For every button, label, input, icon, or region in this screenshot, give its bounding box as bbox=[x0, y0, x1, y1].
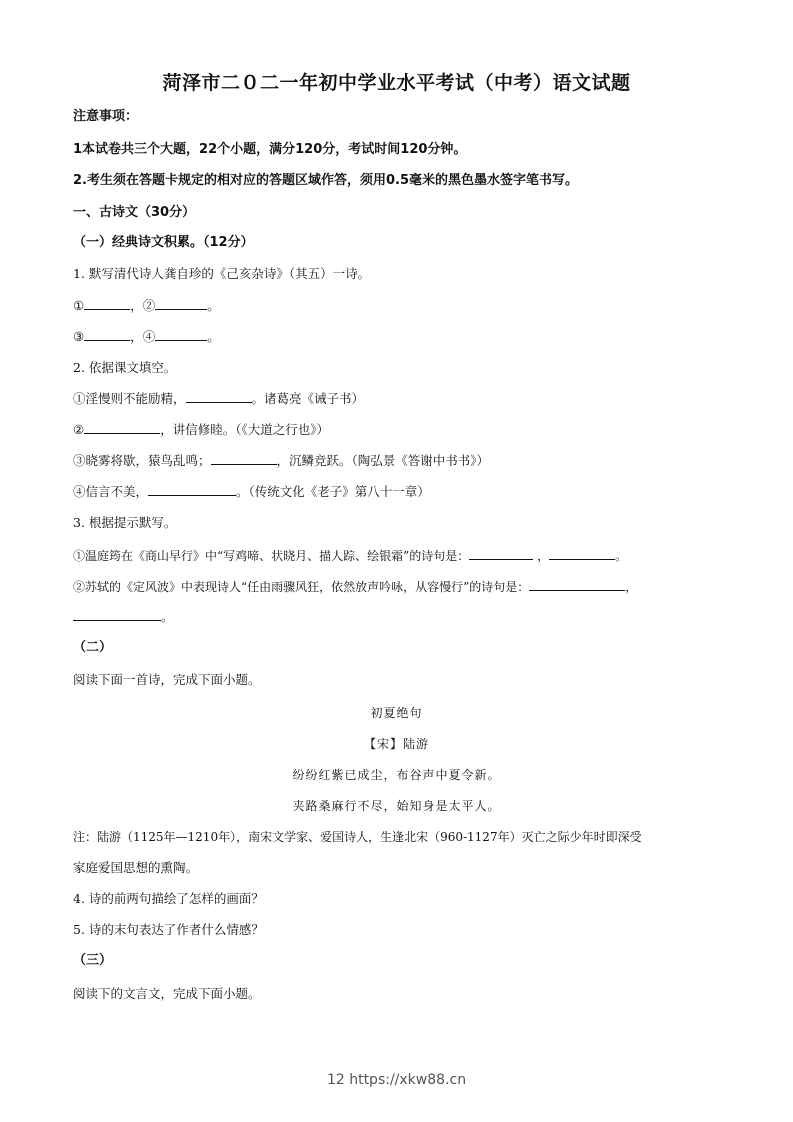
part1-heading: （一）经典诗文积累。（12分） bbox=[73, 235, 254, 250]
blank-label: ① bbox=[73, 298, 85, 313]
question-3-item-2-continued bbox=[73, 608, 174, 626]
question-5: 5. 诗的末句表达了作者什么情感？ bbox=[73, 922, 264, 937]
answer-blank[interactable] bbox=[73, 608, 161, 621]
item-source: ，沉鳞竞跃。（陶弘景《答谢中书书》） bbox=[276, 453, 490, 468]
question-2-item-3 bbox=[73, 452, 489, 470]
question-4: 4. 诗的前两句描绘了怎样的画面？ bbox=[73, 891, 264, 906]
punctuation: ， bbox=[533, 549, 550, 563]
blank-label: ② bbox=[142, 298, 156, 313]
part3-heading: （三） bbox=[73, 953, 113, 968]
part2-instruction: 阅读下面一首诗，完成下面小题。 bbox=[73, 672, 261, 687]
section-heading-ancient-poetry: 一、古诗文（30分） bbox=[73, 205, 196, 220]
punctuation: 。 bbox=[615, 549, 628, 563]
item-text: ③晓雾将歇，猿鸟乱鸣； bbox=[73, 453, 211, 468]
blank-label: ④ bbox=[142, 329, 156, 344]
poem-note-line-1: 注：陆游（1125年—1210年），南宋文学家、爱国诗人，生逢北宋（960-1127年）灭亡之际少年时即深受 bbox=[73, 830, 642, 844]
punctuation: ， bbox=[625, 580, 638, 594]
part2-heading: （二） bbox=[73, 640, 113, 655]
item-text: ①淫慢则不能励精， bbox=[73, 391, 186, 406]
answer-blank[interactable] bbox=[155, 297, 207, 310]
answer-blank[interactable] bbox=[529, 578, 625, 591]
question-2-item-1 bbox=[73, 390, 364, 408]
question-1-row-1 bbox=[73, 297, 220, 315]
poem-line-2: 夹路桑麻行不尽，始知身是太平人。 bbox=[292, 799, 501, 813]
punctuation: ， bbox=[130, 329, 143, 344]
answer-blank[interactable] bbox=[469, 547, 533, 560]
question-2-item-4 bbox=[73, 483, 430, 501]
poem-note-line-2: 家庭爱国思想的熏陶。 bbox=[73, 860, 199, 875]
answer-blank[interactable] bbox=[155, 328, 207, 341]
answer-blank[interactable] bbox=[148, 483, 236, 496]
page-title: 菏泽市二０二一年初中学业水平考试（中考）语文试题 bbox=[162, 72, 631, 94]
punctuation: 。 bbox=[207, 298, 220, 313]
notice-item-2: 2.考生须在答题卡规定的相对应的答题区域作答，须用0.5毫米的黑色墨水签字笔书写。 bbox=[73, 173, 579, 188]
notice-heading: 注意事项： bbox=[73, 109, 139, 124]
poem-author: 【宋】陆游 bbox=[363, 737, 429, 751]
item-text: ② bbox=[73, 422, 85, 437]
item-source: 。诸葛亮《诫子书） bbox=[251, 391, 365, 406]
poem-title: 初夏绝句 bbox=[370, 706, 423, 720]
poem-line-1: 纷纷红紫已成尘，布谷声中夏令新。 bbox=[292, 768, 501, 782]
question-2-prompt: 2. 依据课文填空。 bbox=[73, 360, 177, 375]
question-3-prompt: 3. 根据提示默写。 bbox=[73, 515, 177, 530]
blank-label: ③ bbox=[73, 329, 85, 344]
answer-blank[interactable] bbox=[186, 390, 252, 403]
punctuation: ， bbox=[130, 298, 143, 313]
item-source: ，讲信修睦。（《大道之行也》） bbox=[160, 422, 329, 437]
answer-blank[interactable] bbox=[549, 547, 615, 560]
item-text: ②苏轼的《定风波》中表现诗人“任由雨骤风狂，依然放声吟咏，从容慢行”的诗句是： bbox=[73, 580, 530, 594]
question-3-item-2 bbox=[73, 578, 637, 596]
question-1-prompt: 1. 默写清代诗人龚自珍的《己亥杂诗》（其五）一诗。 bbox=[73, 266, 371, 281]
item-source: 。（传统文化《老子》第八十一章） bbox=[236, 484, 430, 499]
answer-blank[interactable] bbox=[84, 328, 130, 341]
punctuation: 。 bbox=[161, 609, 174, 624]
answer-blank[interactable] bbox=[211, 452, 277, 465]
notice-item-1: 1本试卷共三个大题，22个小题，满分120分，考试时间120分钟。 bbox=[73, 142, 467, 157]
item-text: ①温庭筠在《商山早行》中“写鸡啼、状晓月、描人踪、绘银霜”的诗句是： bbox=[73, 549, 470, 563]
answer-blank[interactable] bbox=[84, 297, 130, 310]
item-text: ④信言不美， bbox=[73, 484, 149, 499]
part3-instruction: 阅读下的文言文，完成下面小题。 bbox=[73, 986, 261, 1001]
question-3-item-1 bbox=[73, 547, 627, 565]
answer-blank[interactable] bbox=[84, 421, 160, 434]
question-1-row-2 bbox=[73, 328, 220, 346]
punctuation: 。 bbox=[207, 329, 220, 344]
page-footer: 12 https://xkw88.cn bbox=[326, 1072, 467, 1088]
question-2-item-2 bbox=[73, 421, 329, 439]
